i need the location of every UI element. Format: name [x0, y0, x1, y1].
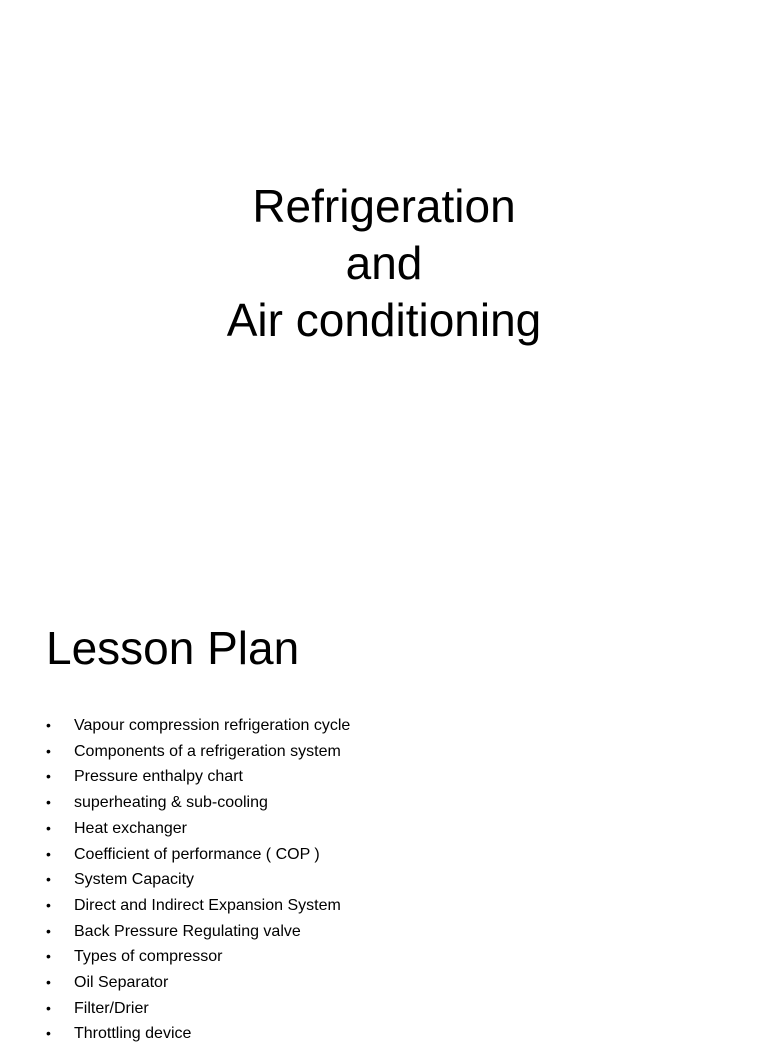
- list-item: [46, 970, 350, 996]
- list-item: [46, 764, 350, 790]
- presentation-title: [0, 178, 768, 349]
- list-item-label: Pressure enthalpy chart: [74, 768, 243, 786]
- list-item-label: Components of a refrigeration system: [74, 742, 341, 760]
- bullet-icon: •: [46, 819, 51, 836]
- list-item-label: Vapour compression refrigeration cycle: [74, 717, 351, 734]
- list-item: [46, 919, 350, 945]
- list-item-label: Heat exchanger: [74, 819, 187, 837]
- bullet-icon: •: [46, 794, 51, 811]
- lesson-plan-list: [46, 713, 350, 1047]
- bullet-icon: •: [46, 742, 51, 759]
- bullet-icon: •: [46, 896, 51, 913]
- list-item-label: Back Pressure Regulating valve: [74, 922, 301, 940]
- lesson-plan-heading: Lesson Plan: [46, 622, 300, 674]
- bullet-icon: •: [46, 845, 51, 862]
- bullet-icon: •: [46, 922, 51, 939]
- bullet-icon: •: [46, 717, 51, 733]
- lesson-plan-slide: [0, 576, 768, 1043]
- list-item-label: Oil Separator: [74, 974, 169, 992]
- list-item-label: superheating & sub-cooling: [74, 794, 268, 812]
- list-item-label: Filter/Drier: [74, 999, 149, 1017]
- bullet-icon: •: [46, 974, 51, 991]
- list-item: [46, 996, 350, 1022]
- list-item-label: Types of compressor: [74, 948, 223, 966]
- list-item: [46, 867, 350, 893]
- list-item: [46, 816, 350, 842]
- list-item: [46, 944, 350, 970]
- bullet-icon: •: [46, 871, 51, 888]
- list-item: [46, 790, 350, 816]
- list-item-label: Coefficient of performance ( COP ): [74, 845, 320, 863]
- list-item: [46, 713, 350, 739]
- title-line-and: and: [345, 237, 423, 289]
- title-line-refrigeration: Refrigeration: [252, 180, 516, 232]
- list-item-label: Throttling device: [74, 1025, 192, 1043]
- title-line-air-conditioning: Air conditioning: [226, 294, 542, 346]
- list-item: [46, 893, 350, 919]
- list-item-label: System Capacity: [74, 871, 195, 889]
- list-item-label: Direct and Indirect Expansion System: [74, 896, 341, 914]
- list-item: [46, 1021, 350, 1047]
- bullet-icon: •: [46, 768, 51, 785]
- list-item: [46, 842, 350, 868]
- bullet-icon: •: [46, 1025, 51, 1042]
- bullet-icon: •: [46, 999, 51, 1016]
- bullet-icon: •: [46, 948, 51, 965]
- list-item: [46, 739, 350, 765]
